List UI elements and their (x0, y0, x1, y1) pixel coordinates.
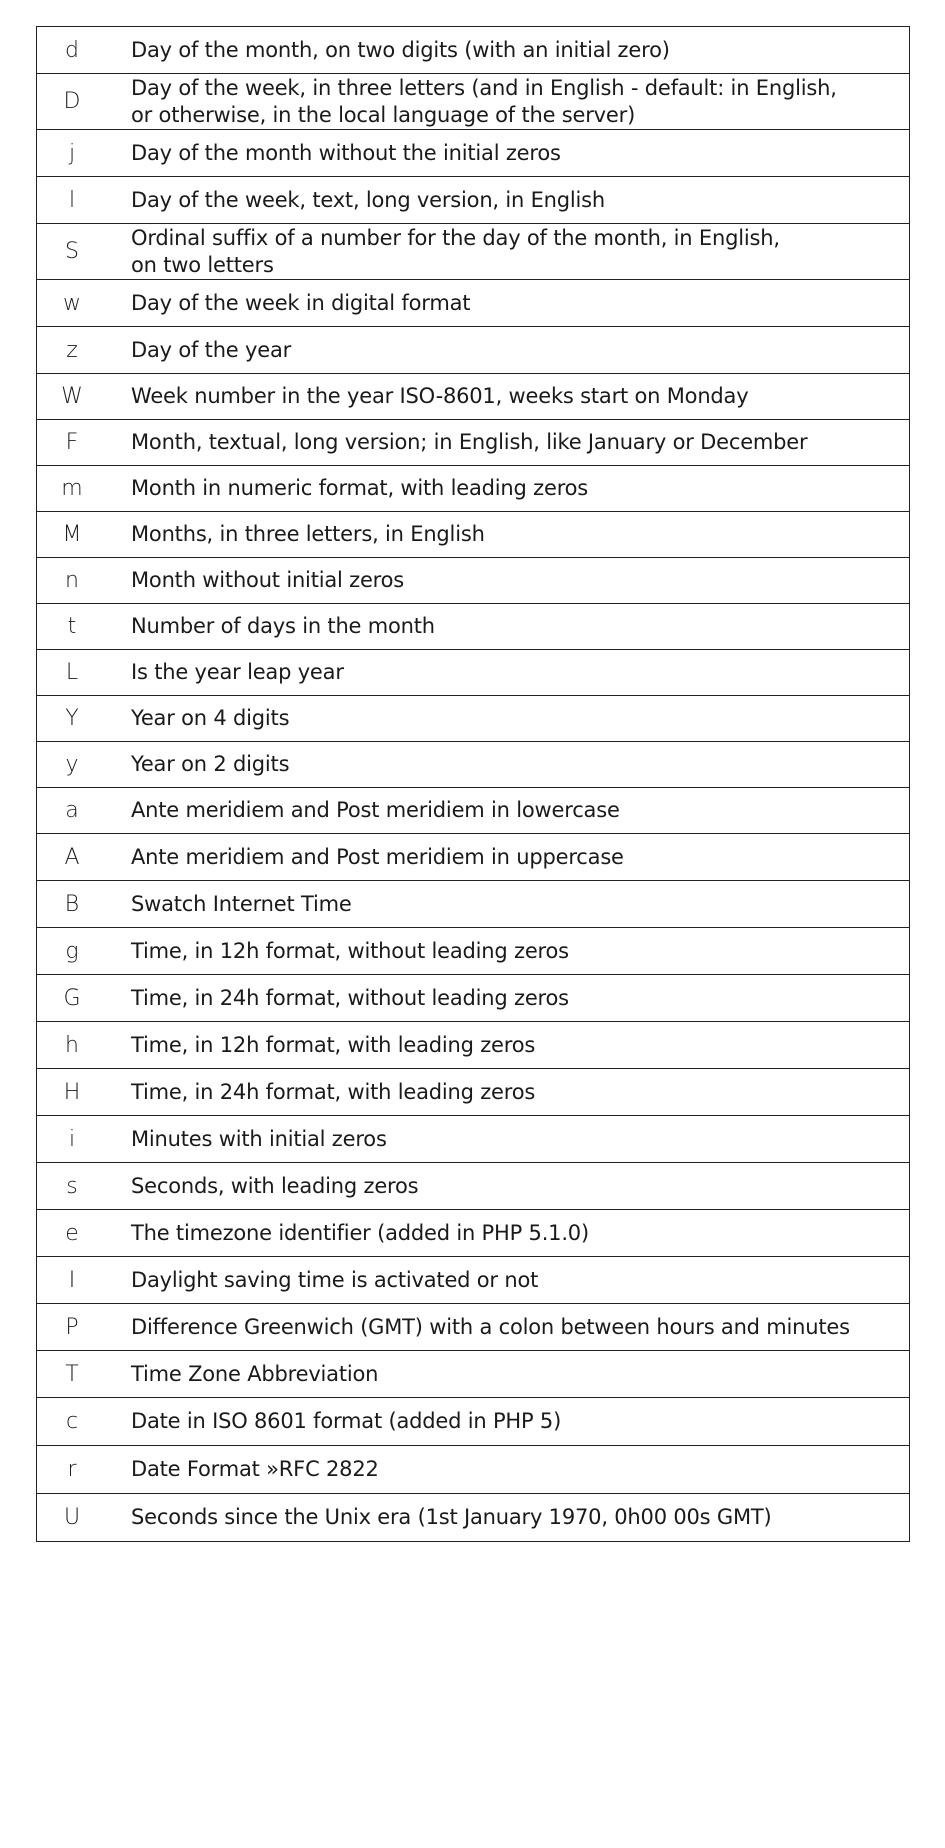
format-description: Seconds, with leading zeros (107, 1163, 910, 1210)
format-description: Time, in 24h format, with leading zeros (107, 1069, 910, 1116)
format-code: S (37, 224, 108, 280)
format-code: a (37, 788, 108, 834)
table-row (37, 74, 910, 130)
format-description: Day of the year (107, 327, 910, 374)
format-description: Daylight saving time is activated or not (107, 1257, 910, 1304)
table-row (37, 1116, 910, 1163)
table-row (37, 604, 910, 650)
format-description: Ante meridiem and Post meridiem in uppercase (107, 834, 910, 881)
format-description: Week number in the year ISO-8601, weeks start on Monday (107, 374, 910, 420)
format-description: Time Zone Abbreviation (107, 1351, 910, 1398)
format-description: Swatch Internet Time (107, 881, 910, 928)
format-description: Months, in three letters, in English (107, 512, 910, 558)
format-description: Difference Greenwich (GMT) with a colon between hours and minutes (107, 1304, 910, 1351)
format-description: Month in numeric format, with leading zeros (107, 466, 910, 512)
format-code: h (37, 1022, 108, 1069)
format-description: Day of the month without the initial zeros (107, 130, 910, 177)
table-row (37, 1022, 910, 1069)
format-description: Number of days in the month (107, 604, 910, 650)
table-row (37, 696, 910, 742)
format-code: t (37, 604, 108, 650)
format-code: L (37, 650, 108, 696)
format-code: w (37, 280, 108, 327)
format-description: Day of the week in digital format (107, 280, 910, 327)
format-description: Time, in 24h format, without leading zeros (107, 975, 910, 1022)
format-code: W (37, 374, 108, 420)
format-description: Minutes with initial zeros (107, 1116, 910, 1163)
table-row (37, 130, 910, 177)
format-code: A (37, 834, 108, 881)
table-row (37, 788, 910, 834)
format-description: Is the year leap year (107, 650, 910, 696)
format-description: Time, in 12h format, with leading zeros (107, 1022, 910, 1069)
format-code: y (37, 742, 108, 788)
format-code: P (37, 1304, 108, 1351)
table-row (37, 1163, 910, 1210)
table-row (37, 1304, 910, 1351)
date-format-table-body (37, 27, 910, 1542)
table-row (37, 420, 910, 466)
format-code: s (37, 1163, 108, 1210)
table-row (37, 881, 910, 928)
table-row (37, 834, 910, 881)
format-code: n (37, 558, 108, 604)
format-code: c (37, 1398, 108, 1446)
table-row (37, 742, 910, 788)
format-code: l (37, 177, 108, 224)
format-code: z (37, 327, 108, 374)
table-row (37, 1257, 910, 1304)
format-description: The timezone identifier (added in PHP 5.1.0) (107, 1210, 910, 1257)
format-description: Day of the week, in three letters (and in English - default: in English, or otherwise, in the local language of the server) (107, 74, 910, 130)
date-format-table (36, 26, 910, 1542)
format-code: i (37, 1116, 108, 1163)
format-code: G (37, 975, 108, 1022)
table-row (37, 650, 910, 696)
format-code: H (37, 1069, 108, 1116)
table-row (37, 1351, 910, 1398)
format-description: Seconds since the Unix era (1st January 1970, 0h00 00s GMT) (107, 1494, 910, 1542)
format-description: Year on 4 digits (107, 696, 910, 742)
table-row (37, 512, 910, 558)
table-row (37, 327, 910, 374)
table-row (37, 27, 910, 74)
format-description: Ordinal suffix of a number for the day of the month, in English, on two letters (107, 224, 910, 280)
table-row (37, 1398, 910, 1446)
format-code: M (37, 512, 108, 558)
table-row (37, 1494, 910, 1542)
format-description: Year on 2 digits (107, 742, 910, 788)
format-code: D (37, 74, 108, 130)
format-code: r (37, 1446, 108, 1494)
format-description: Date in ISO 8601 format (added in PHP 5) (107, 1398, 910, 1446)
format-code: g (37, 928, 108, 975)
format-description: Month, textual, long version; in English, like January or December (107, 420, 910, 466)
format-code: I (37, 1257, 108, 1304)
format-description: Month without initial zeros (107, 558, 910, 604)
table-row (37, 1446, 910, 1494)
table-row (37, 975, 910, 1022)
table-row (37, 928, 910, 975)
format-code: j (37, 130, 108, 177)
format-description: Time, in 12h format, without leading zeros (107, 928, 910, 975)
table-row (37, 224, 910, 280)
format-description: Day of the month, on two digits (with an initial zero) (107, 27, 910, 74)
format-code: d (37, 27, 108, 74)
format-code: Y (37, 696, 108, 742)
format-description: Date Format »RFC 2822 (107, 1446, 910, 1494)
table-row (37, 177, 910, 224)
format-code: U (37, 1494, 108, 1542)
table-row (37, 1210, 910, 1257)
table-row (37, 558, 910, 604)
format-code: B (37, 881, 108, 928)
format-code: m (37, 466, 108, 512)
table-row (37, 466, 910, 512)
format-description: Day of the week, text, long version, in English (107, 177, 910, 224)
format-code: T (37, 1351, 108, 1398)
format-code: e (37, 1210, 108, 1257)
table-row (37, 1069, 910, 1116)
format-description: Ante meridiem and Post meridiem in lowercase (107, 788, 910, 834)
table-row (37, 374, 910, 420)
format-code: F (37, 420, 108, 466)
table-row (37, 280, 910, 327)
